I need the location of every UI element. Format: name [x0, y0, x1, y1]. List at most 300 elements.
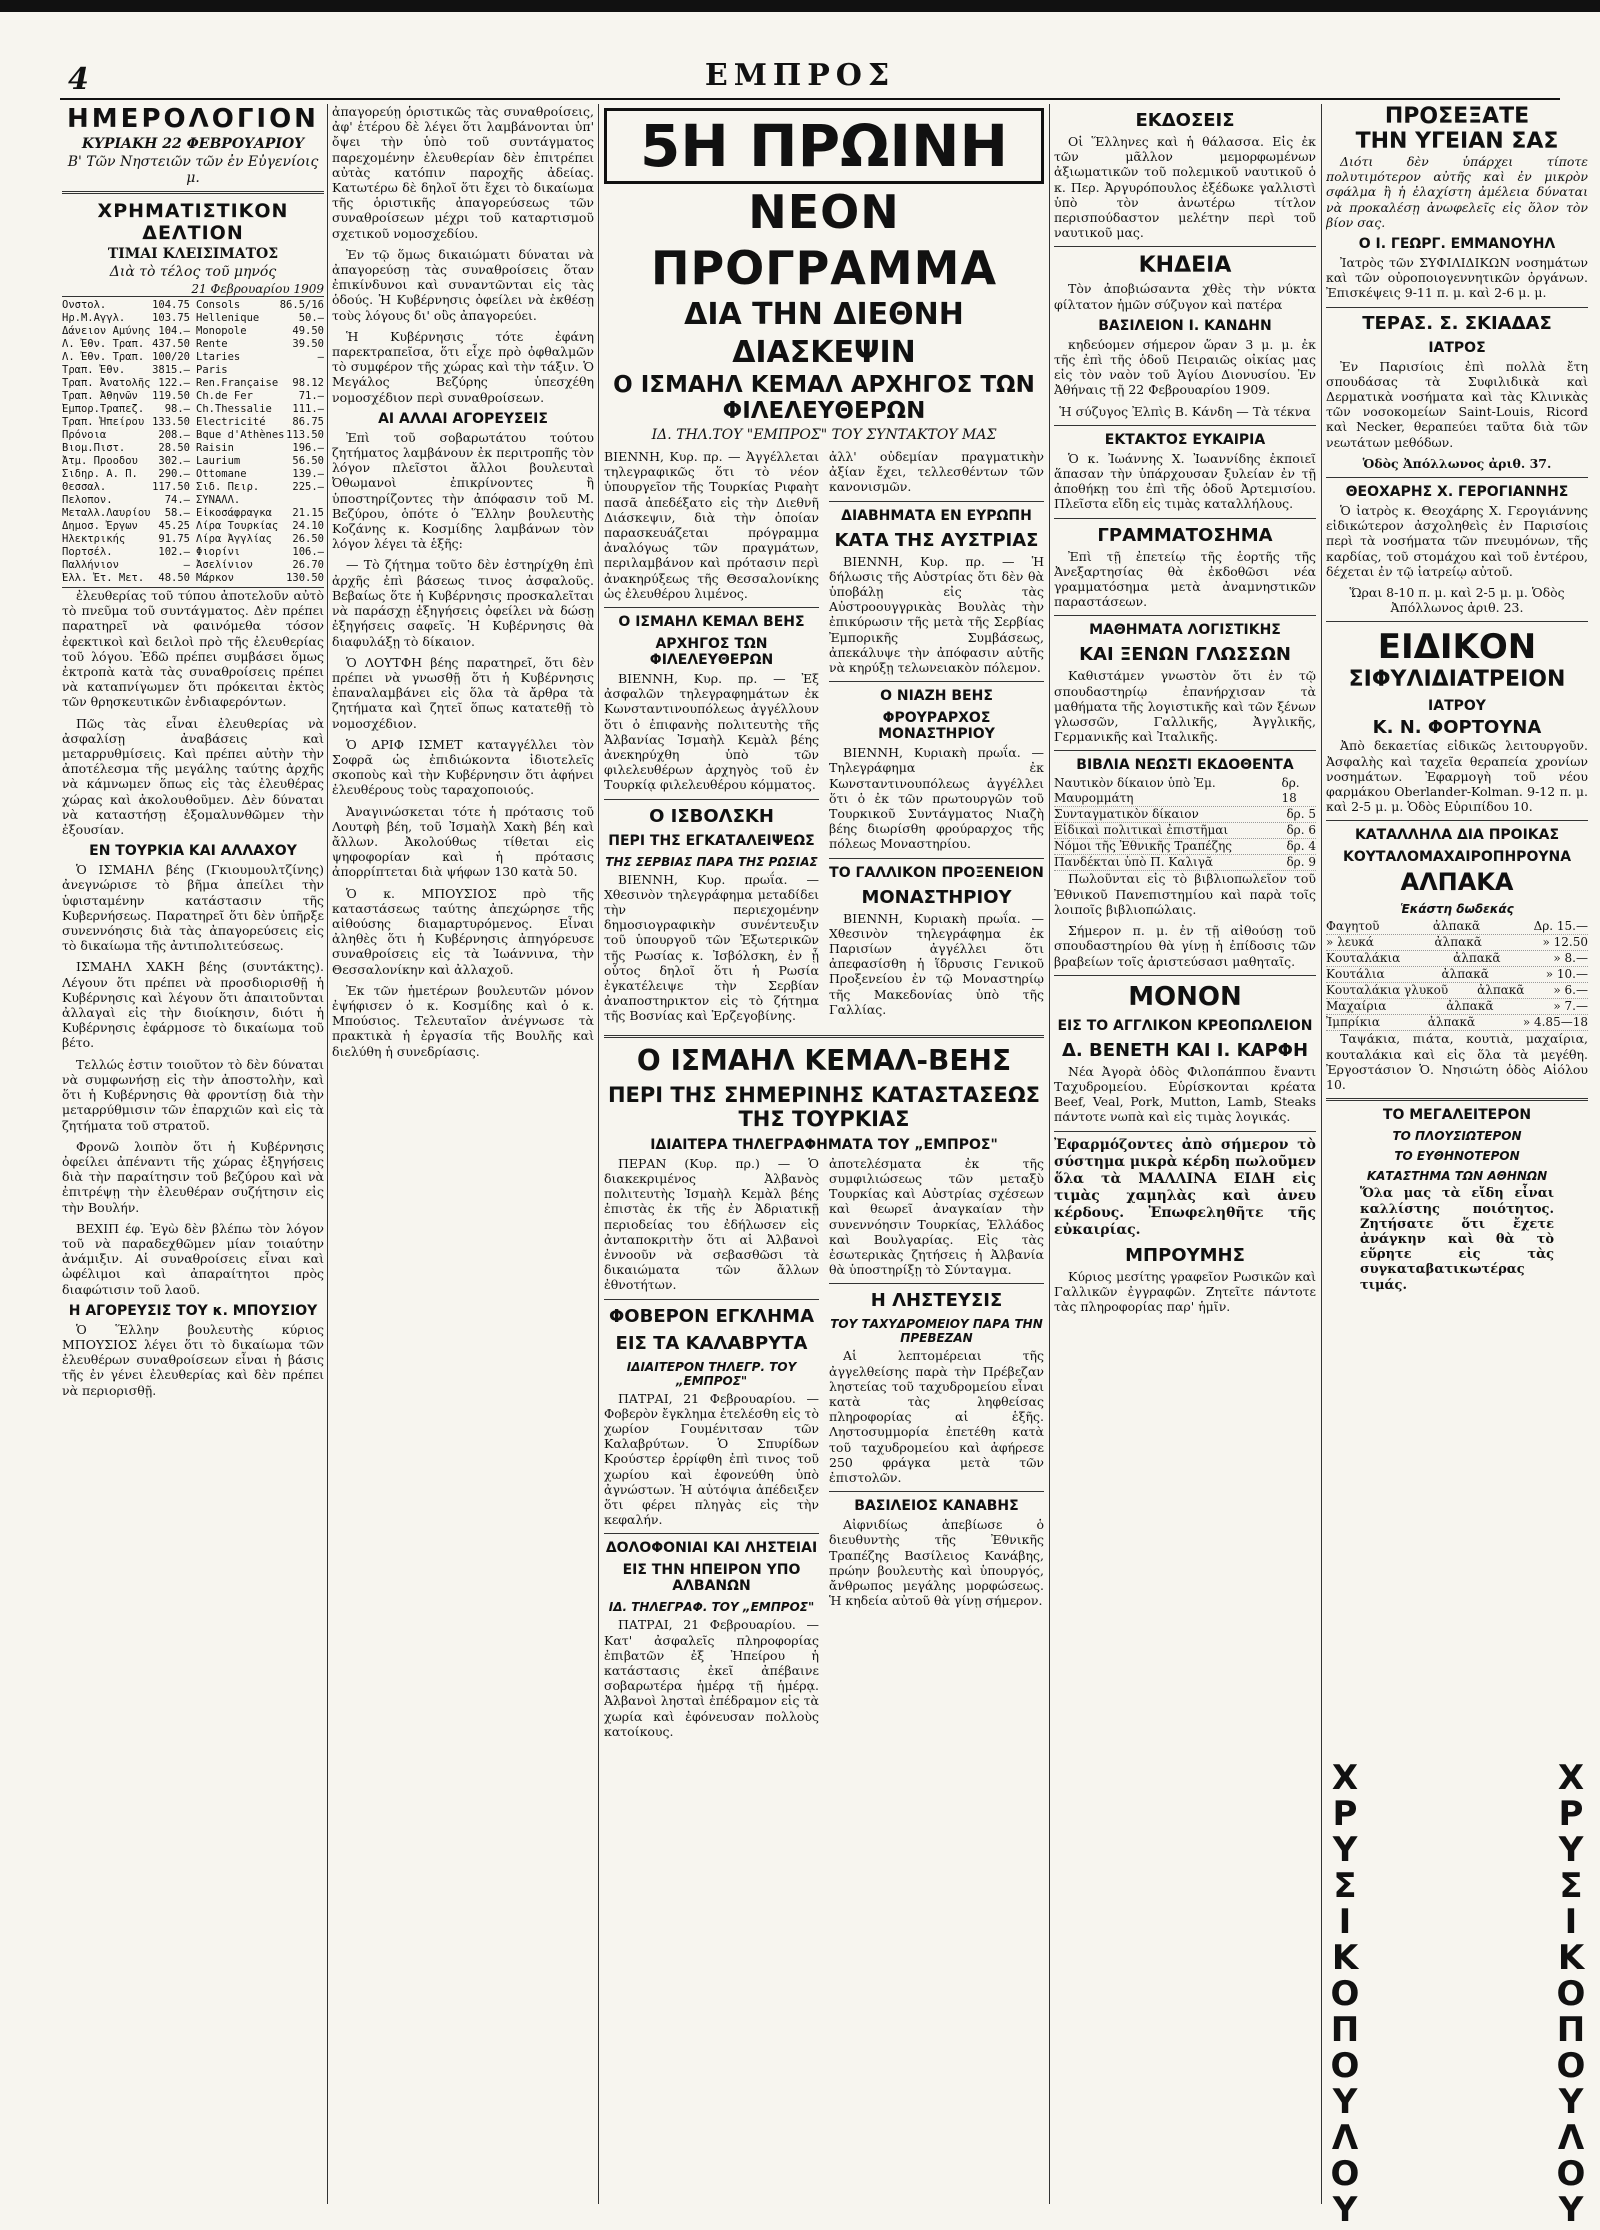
- market-price: 104.—: [158, 325, 190, 337]
- market-price: 21.15: [292, 507, 324, 519]
- article-paragraph: Ὁ ΛΟΥΤΦΗ βέης παρατηρεῖ, ὅτι δὲν πρέπει νὰ γνωσθῇ ὅτι ἡ Κυβέρνησις ἐπαναλαμβάνει εἰς ὅλα τὰ ἄρθρα τὰ ζητήματα καὶ ζητεῖ ὅπως κατατεθῇ τὸ νομοσχέδιον.: [332, 654, 594, 731]
- market-row: [196, 390, 324, 403]
- vertical-letter: Ρ: [1558, 1794, 1584, 1834]
- article-paragraph: ΒΙΕΝΝΗ, Κυρ. πρ. — Ἐξ ἀσφαλῶν τηλεγραφημάτων ἐκ Κωνσταντινουπόλεως ἀγγέλλουν ὅτι ὁ ἐπιφανὴς πολιτευτὴς τῆς Ἀλβανίας Ἰσμαὴλ Κεμὰλ βέης ἀνεκηρύχθη ὑπὸ τῶν φιλελευθέρων ἀρχηγὸς τοῦ ἐν Τουρκίᾳ φιλελευθέρου κόμματος.: [604, 671, 819, 793]
- column-5: [1326, 104, 1588, 2204]
- vertical-letter: Ο: [1556, 1974, 1586, 2014]
- price-row: [1326, 999, 1588, 1015]
- item-price: » 12.50: [1542, 935, 1588, 950]
- market-row: [196, 494, 324, 507]
- market-price: 100/20: [152, 351, 190, 363]
- market-row: [196, 481, 324, 494]
- section-subheading: ΤΟΥ ΤΑΧΥΔΡΟΜΕΙΟΥ ΠΑΡΑ ΤΗΝ ΠΡΕΒΕΖΑΝ: [830, 1317, 1043, 1346]
- vertical-letter: Ο: [1330, 2046, 1360, 2086]
- vertical-letter: Υ: [1558, 2190, 1584, 2230]
- ad-paragraph: Ἀπὸ δεκαετίας εἰδικῶς λειτουργοῦν. Ἀσφαλὴς καὶ ταχεῖα θεραπεία χρονίων νοσημάτων. Ἐφαρμογὴ τοῦ νέου φαρμάκου Oberlander-Kolman. 9-12 π. μ. καὶ 2-5 μ. μ. Ὁδὸς Εὐριπίδου 10.: [1326, 738, 1588, 815]
- market-name: Πορτσέλ.: [62, 546, 113, 558]
- market-name: Φιορίνι: [196, 546, 241, 558]
- subcolumn-right: [829, 1156, 1044, 1745]
- market-price: 71.—: [298, 390, 324, 402]
- divider: [1054, 246, 1316, 247]
- article-paragraph: Οἱ Ἕλληνες καὶ ἡ θάλασσα. Εἰς ἐκ τῶν μᾶλλον μεμορφωμένων ἀξιωματικῶν τοῦ πολεμικοῦ ναυτικοῦ ὁ κ. Περ. Ἀργυρόπουλος ἐξέδωκε γαλλιστὶ ὑπὸ τὸν ἀνωτέρω τίτλον περισπούδαστον μελέτην περὶ τοῦ ναυτικοῦ μας.: [1054, 134, 1316, 241]
- market-name: Ονστολ.: [62, 299, 107, 311]
- book-price: δρ. 6: [1286, 823, 1316, 838]
- market-price: 98.—: [164, 403, 190, 415]
- item-name: Ἰμπρίκια: [1326, 1015, 1381, 1030]
- article-paragraph: Ἐπὶ τῇ ἐπετείῳ τῆς ἑορτῆς τῆς Ἀνεξαρτησίας θὰ ἐκδοθῶσι νέα γραμματόσημα μετὰ ἀναμνηστικῶν παραστάσεων.: [1054, 548, 1316, 610]
- column-divider: [327, 104, 328, 2204]
- ad-heading-large: ΕΙΔΙΚΟΝ: [1377, 627, 1537, 668]
- article-paragraph: ΠΕΡΑΝ (Κυρ. πρ.) — Ὁ διακεκριμένος Ἀλβανὸς πολιτευτὴς Ἰσμαὴλ Κεμὰλ βέης ἐπιστὰς ἐκ τῆς ἐν Ἀδριατικῇ περιοδείας του ἐδήλωσεν εἰς ἀνταποκριτὴν ὅτι αἱ Ἀλβανοὶ ἐννοοῦν νὰ σεβασθῶσι τὰ δικαιώματα τῶν ἄλλων ἐθνοτήτων.: [604, 1155, 819, 1293]
- price-row: [1326, 1015, 1588, 1031]
- section-subheading: ΕΙΣ ΤΑ ΚΑΛΑΒΡΥΤΑ: [615, 1332, 808, 1354]
- article-paragraph: Αἰφνιδίως ἀπεβίωσε ὁ διευθυντὴς τῆς Ἐθνικῆς Τραπέζης Βασίλειος Κανάβης, πρώην βουλευτὴς καὶ ὑπουργός, ἄνθρωπος μεγάλης μορφώσεως. Ἡ κηδεία αὐτοῦ θὰ γίνῃ σήμερον.: [829, 1517, 1044, 1609]
- market-name: Ltaries: [196, 351, 241, 363]
- item-material: ἀλπακᾶ: [1453, 951, 1501, 966]
- article-paragraph: Ἐπὶ τοῦ σοβαρωτάτου τούτου ζητήματος λαμβάνουν ἐκ περιτροπῆς τὸν λόγον πλεῖστοι ἄλλοι βουλευταὶ Ὀθωμανοὶ ἐπικρίνοντες ἢ ὑποστηρίζοντες τὴν ἀπόφασιν τοῦ Μ. Βεζύρου, ὁπότε ὁ Ἕλλην βουλευτὴς Κοζάνης κ. Κοσμίδης λαμβάνων τὸν λόγον λέγει τὰ ἑξῆς:: [332, 429, 594, 552]
- article-paragraph: ΙΣΜΑΗΛ ΧΑΚΗ βέης (συντάκτης). Λέγουν ὅτι πρέπει νὰ προσδιορισθῇ ἡ Κυβέρνησις καὶ λέγουν ὅτι ἀπαιτοῦνται ἀλλαγαὶ εἰς τὴν διοίκησιν, διότι ἡ Κυβέρνησις ἐφάρμοσε τὸ δικαίωμα τοῦ βέτο.: [62, 959, 324, 1051]
- market-price: 119.50: [152, 390, 190, 402]
- market-name: Σιδηρ. Α. Π.: [62, 468, 138, 480]
- article-paragraph: Ἐν τῷ ὅμως δικαιώματι δύναται νὰ ἀπαγορεύσῃ τὰς συναθροίσεις ὅταν ἐπικίνδυνοι καὶ συναντῶνται εἰς τὰς ὁδούς. Ἡ Κυβέρνησις ὀφείλει νὰ ἐκθέσῃ τοὺς λόγους δι' οὓς ἀπαγορεύει.: [332, 246, 594, 323]
- market-name: Τραπ. Ἐθν.: [62, 364, 126, 376]
- section-subheading: ΙΔΙΑΙΤΕΡΟΝ ΤΗΛΕΓΡ. ΤΟΥ „ΕΜΠΡΟΣ": [626, 1359, 797, 1388]
- vertical-letter: Ο: [1330, 2154, 1360, 2194]
- market-price: 86.75: [292, 416, 324, 428]
- market-price: 437.50: [152, 338, 190, 350]
- market-price: 130.50: [286, 572, 324, 584]
- article-paragraph: ΒΙΕΝΝΗ, Κυρ. πρ. — Ἀγγέλλεται τηλεγραφικῶς ὅτι τὸ νέον ὑπουργεῖον τῆς Τουρκίας Ριφαὴτ πασᾶ ἀπεδέξατο εἰς τὴν Διεθνῆ Διάσκεψιν, διὰ τὴν ὁποίαν παρασκευάζεται πρόγραμμα ἀναλόγως τῶν πραγμάτων, περιλαμβάνον καὶ πρότασιν περὶ ἀνακηρύξεως τῆς Θεσσαλονίκης ὡς ἐλευθέρου λιμένος.: [604, 449, 819, 601]
- market-price: 139.—: [292, 468, 324, 480]
- item-name: Κουταλάκια γλυκοῦ: [1326, 983, 1449, 998]
- book-price: δρ. 9: [1286, 855, 1316, 870]
- market-name: Ἀτμ. Προοδου: [62, 455, 138, 467]
- market-row: [62, 351, 190, 364]
- divider: [1326, 621, 1588, 622]
- funeral-name: ΒΑΣΙΛΕΙΟΝ Ι. ΚΑΝΔΗΝ: [1098, 317, 1272, 334]
- market-name: Ἠλεκτρικής: [62, 533, 126, 545]
- divider: [604, 1299, 819, 1300]
- vertical-letter: Υ: [1332, 1830, 1358, 1870]
- ad-subheading: ΤΗΝ ΥΓΕΙΑΝ ΣΑΣ: [1355, 129, 1559, 154]
- ad-subheading: Δ. ΒΕΝΕΤΗ ΚΑΙ Ι. ΚΑΡΦΗ: [1061, 1039, 1309, 1061]
- column-divider: [1049, 104, 1050, 2204]
- market-row: [196, 546, 324, 559]
- article-paragraph: Τὸν ἀποβιώσαντα χθὲς τὴν νύκτα φίλτατον ἡμῶν σύζυγον καὶ πατέρα: [1054, 281, 1316, 312]
- section-heading: ΕΚΔΟΣΕΙΣ: [1135, 110, 1235, 131]
- ad-subheading: ΤΟ ΠΛΟΥΣΙΩΤΕΡΟΝ: [1392, 1129, 1522, 1144]
- ad-subheading: ΙΑΤΡΟΥ: [1428, 698, 1486, 715]
- market-name: Bque d'Athènes: [196, 429, 285, 441]
- item-price: » 10.—: [1545, 967, 1588, 982]
- section-heading: ΓΡΑΜΜΑΤΟΣΗΜΑ: [1097, 524, 1273, 546]
- subcolumns: [604, 1156, 1044, 1745]
- ad-subheading: ΕΙΣ ΤΟ ΑΓΓΛΙΚΟΝ ΚΡΕΟΠΩΛΕΙΟΝ: [1057, 1017, 1313, 1034]
- market-name: Ch.Thessalie: [196, 403, 272, 415]
- column-1: [62, 104, 324, 2204]
- article-paragraph: Φρονῶ λοιπὸν ὅτι ἡ Κυβέρνησις ὀφείλει ἀπέναντι τῆς χώρας ἐξηγήσεις διὰ τὴν παραίτησιν τοῦ βεζύρου καὶ νὰ ἐπιτρέψῃ τὴν ἐλευθέραν συζήτησιν εἰς τὴν Βουλήν.: [62, 1138, 324, 1215]
- market-price: 225.—: [292, 481, 324, 493]
- market-name: ΣΥΝΑΛΛ.: [196, 494, 241, 506]
- article-paragraph: Πωλοῦνται εἰς τὸ βιβλιοπωλεῖον τοῦ Ἐθνικοῦ Πανεπιστημίου καὶ παρὰ τοῖς λοιποῖς βιβλιοπώλαις.: [1054, 871, 1316, 917]
- market-price: 91.75: [158, 533, 190, 545]
- market-price: 117.50: [152, 481, 190, 493]
- price-row: [1326, 967, 1588, 983]
- article-paragraph: ἀλλ' οὐδεμίαν πραγματικὴν ἀξίαν ἔχει, τελλεσθέντων τῶν κανονισμῶν.: [829, 449, 1044, 495]
- article-paragraph: ἀπαγορεύῃ ὁριστικῶς τὰς συναθροίσεις, ἀφ' ἑτέρου δὲ λέγει ὅτι λαμβάνονται ὑπ' ὄψει τὴν ὑπὸ τοῦ συντάγματος παρεχομένην ἐλευθερίαν δὲν ἐπιτρέπει αὐτὰς κατόπιν παροχῆς ἀδείας. Κατωτέρω δὲ δηλοῖ ὅτι ἔχει τὸ δικαίωμα τῆς ὁριστικῆς ἀπαγορεύσεως τῶν συναθροίσεων μέχρι τοῦ καταρτισμοῦ σχετικοῦ νομοσχεδίου.: [332, 104, 594, 241]
- byline: ΙΔ. ΤΗΛ.ΤΟΥ "ΕΜΠΡΟΣ" ΤΟΥ ΣΥΝΤΑΚΤΟΥ ΜΑΣ: [651, 427, 997, 443]
- article-paragraph: — Τὸ ζήτημα τοῦτο δὲν ἐστηρίχθη ἐπὶ ἀρχῆς ἐπὶ βάσεως τινος ἀσφαλοῦς. Βεβαίως ὅτε ἡ Κυβέρνησις προσκαλεῖται νὰ παράσχῃ ἐξηγήσεις ὀφείλει νὰ δώσῃ ἐξηγήσεις σαφεῖς. Ἡ Κυβέρνησις θὰ διαφυλάξῃ τὸ δίκαιον.: [332, 557, 594, 649]
- item-name: Φαγητοῦ: [1326, 919, 1380, 934]
- section-subheading: ΜΟΝΑΣΤΗΡΙΟΥ: [861, 886, 1012, 908]
- market-price: 58.—: [164, 507, 190, 519]
- market-row: [62, 403, 190, 416]
- divider: [62, 191, 324, 194]
- article-paragraph: Ὁ κ. Ἰωάννης Χ. Ἰωαννίδης ἐκποιεῖ ἅπασαν τὴν ὑπάρχουσαν ξυλείαν ἐν τῇ ἀποθήκῃ του ἐπὶ τῆς ὁδοῦ Ἀρτεμισίου. Πλεῖστα εἴδη εἰς τιμὰς καταλλήλους.: [1054, 450, 1316, 512]
- book-price: δρ. 18: [1281, 776, 1300, 806]
- column-divider: [1321, 104, 1322, 2204]
- market-name: Δάνειον Αμύνης: [62, 325, 151, 337]
- divider: [1054, 750, 1316, 751]
- market-name: Δημοσ. Ἐργων: [62, 520, 138, 532]
- item-material: ἀλπακᾶ: [1477, 983, 1525, 998]
- ad-heading: ΜΠΡΟΥΜΗΣ: [1125, 1244, 1245, 1266]
- vertical-letter: Λ: [1557, 2118, 1585, 2158]
- ad-paragraph: Ἐν Παρισίοις ἐπὶ πολλὰ ἔτη σπουδάσας τὰ Συφιλιδικὰ καὶ Δερματικὰ νοσήματα καὶ τὰς Κλινικὰς τῶν νοσοκομείων Saint-Louis, Ricord καὶ Necker, θεραπεύει ταῦτα διὰ τῶν νεωτάτων μεθόδων.: [1326, 358, 1588, 450]
- market-price: 103.75: [152, 312, 190, 324]
- ad-paragraph: Ὁ ἰατρὸς κ. Θεοχάρης Χ. Γερογιάννης εἰδικώτερον ἀσχοληθεὶς ἐν Παρισίοις περὶ τὰ νοσήματα τῶν πνευμόνων, τῆς καρδίας, τοῦ στομάχου καὶ τοῦ ἐντέρου, δέχεται ἐν τῷ ἰατρείῳ αὐτοῦ.: [1326, 503, 1588, 579]
- market-row: [196, 416, 324, 429]
- item-material: ἀλπακᾶ: [1446, 999, 1494, 1014]
- vertical-letter: Ι: [1564, 1902, 1578, 1942]
- price-row: [1326, 935, 1588, 951]
- market-row: [196, 455, 324, 468]
- market-price: 196.—: [292, 442, 324, 454]
- divider: [1054, 615, 1316, 616]
- market-row: [62, 299, 190, 312]
- vertical-letter: Υ: [1332, 2082, 1358, 2122]
- book-row: [1054, 839, 1316, 855]
- article-paragraph: ΒΙΕΝΝΗ, Κυριακὴ πρωΐα. — Τηλεγράφημα ἐκ Κωνσταντινουπόλεως ἀγγέλλει ὅτι ὁ ἐκ τῶν πρωτουργῶν τοῦ Τουρκικοῦ Συντάγματος Νιαζὴ βέης διωρίσθη φρούραρχος τῆς πόλεως Μοναστηρίου.: [829, 745, 1044, 852]
- market-name: Monopole: [196, 325, 247, 337]
- doctor-name: Κ. Ν. ΦΟΡΤΟΥΝΑ: [1372, 717, 1542, 739]
- market-row: [196, 442, 324, 455]
- page-number: 4: [68, 62, 89, 97]
- market-price: 28.50: [158, 442, 190, 454]
- item-material: ἀλπακᾶ: [1434, 935, 1482, 950]
- market-name: Λίρα Τουρκίας: [196, 520, 279, 532]
- book-row: [1054, 776, 1316, 807]
- book-title: Εἰδικαὶ πολιτικαὶ ἐπιστῆμαι: [1054, 823, 1229, 838]
- section-subheading: ΚΑΤΑ ΤΗΣ ΑΥΣΤΡΙΑΣ: [834, 529, 1039, 551]
- item-material: ἀλπακᾶ: [1441, 967, 1489, 982]
- article-paragraph: ΒΙΕΝΝΗ, Κυριακὴ πρωΐα. — Χθεσινὸν τηλεγράφημα ἐκ Παρισίων ἀγγέλλει ὅτι ἀπεφασίσθη ἡ ἵδρυσις Γενικοῦ Προξενείου ἐν τῷ Μοναστηρίῳ τῆς Μακεδονίας ὑπὸ τῆς Γαλλίας.: [829, 910, 1044, 1017]
- vertical-letter: Υ: [1558, 2082, 1584, 2122]
- vertical-letter: Π: [1556, 2010, 1586, 2050]
- article-paragraph: Ἐκ τῶν ἡμετέρων βουλευτῶν μόνον ἐψήφισεν ὁ κ. Κοσμίδης καὶ ὁ κ. Μπούσιος. Τελευταῖον ἀνέγνωσε τὰ πρακτικὰ ἡ ἐργασία τῆς Βουλῆς καὶ διελύθη ἡ συνεδρίασις.: [332, 982, 594, 1059]
- market-price: 48.50: [158, 572, 190, 584]
- column-4: [1054, 104, 1316, 2204]
- market-price: 208.—: [158, 429, 190, 441]
- market-row: [196, 429, 324, 442]
- market-row: [196, 520, 324, 533]
- market-row: [196, 351, 324, 364]
- masthead-rule: [60, 98, 1560, 100]
- market-name: Βιομ.Πιστ.: [62, 442, 126, 454]
- vertical-letter: Κ: [1331, 1938, 1359, 1978]
- item-price: » 8.—: [1553, 951, 1588, 966]
- market-name: Ηρ.Μ.Αγγλ.: [62, 312, 126, 324]
- item-price: » 4.85—18: [1522, 1015, 1588, 1030]
- market-price: 111.—: [292, 403, 324, 415]
- calendar-saint: Β' Τῶν Νηστειῶν τῶν ἐν Εὐγενίοις μ.: [67, 154, 319, 186]
- section-subheading: ΙΔ. ΤΗΛΕΓΡΑΦ. ΤΟΥ „ΕΜΠΡΟΣ": [608, 1600, 815, 1615]
- vertical-letter: Σ: [1559, 1866, 1583, 1906]
- chief-headline: Ο ΙΣΜΑΗΛ ΚΕΜΑΛ ΑΡΧΗΓΟΣ ΤΩΝ ΦΙΛΕΛΕΥΘΕΡΩΝ: [613, 372, 1035, 424]
- ad-paragraph: Ἐφαρμόζοντες ἀπὸ σήμερον τὸ σύστημα μικρὰ κέρδη πωλοῦμεν ὅλα τὰ ΜΑΛΛΙΝΑ ΕΙΔΗ εἰς τιμὰς χαμηλὰς καὶ ἀνευ κέρδους. Ἐπωφεληθῆτε τῆς εὐκαιρίας.: [1054, 1136, 1316, 1238]
- market-name: Consols: [196, 299, 241, 311]
- vertical-letter: Ο: [1556, 2046, 1586, 2086]
- book-title: Ναυτικὸν δίκαιον ὑπὸ Ἐμ. Μαυρομμάτη: [1054, 776, 1216, 806]
- article-paragraph: ἐλευθερίας τοῦ τύπου ἀποτελοῦν αὐτὸ τὸ πνεῦμα τοῦ συντάγματος. Δὲν πρέπει παρατηρεῖ νὰ φαινόμεθα τόσον ἐφεκτικοὶ καὶ δειλοὶ πρὸ τῆς ἐλευθερίας τοῦ λόγου. Ἐδῶ πρέπει συμβάσει ὅμως ἐκτροπὰ κατὰ τὰς συναθροίσεις πρέπει νὰ καταπνίγωμεν ὅτι πρόκειται ἐκτὸς τῶν θρησκευτικῶν ἐνδιαφερόντων.: [62, 588, 324, 710]
- calendar-title: ΗΜΕΡΟΛΟΓΙΟΝ: [67, 104, 319, 134]
- financial-bulletin-title: ΧΡΗΜΑΤΙΣΤΙΚΟΝ ΔΕΛΤΙΟΝ: [97, 200, 289, 244]
- item-material: ἀλπακᾶ: [1432, 919, 1481, 934]
- market-row: [62, 325, 190, 338]
- market-price: 74.—: [164, 494, 190, 506]
- market-name: Πρόνοια: [62, 429, 107, 441]
- section-heading: ΕΝ ΤΟΥΡΚΙΑ ΚΑΙ ΑΛΛΑΧΟΥ: [89, 843, 297, 860]
- market-name: Ἐμπορ.Τραπεζ.: [62, 403, 145, 415]
- market-price: 133.50: [152, 416, 190, 428]
- market-row: [196, 507, 324, 520]
- divider: [829, 1283, 1044, 1284]
- item-price: Δρ. 15.—: [1533, 919, 1588, 934]
- market-price: 50.—: [298, 312, 324, 324]
- item-name: Κουτάλια: [1326, 967, 1385, 982]
- divider: [1054, 1131, 1316, 1132]
- market-row: [62, 533, 190, 546]
- vertical-letter: Υ: [1558, 1830, 1584, 1870]
- article-paragraph: Ὁ Ἕλλην βουλευτὴς κύριος ΜΠΟΥΣΙΟΣ λέγει ὅτι τὸ δικαίωμα τῶν ἐλευθέρων συναθροίσεων εἶναι ἡ βάσις τῆς ἐν γένει ἐλευθερίας καὶ δὲν πρέπει νὰ περιορισθῇ.: [62, 1321, 324, 1398]
- market-price: 45.25: [158, 520, 190, 532]
- jewelry-ad: [1360, 1107, 1554, 1292]
- doctor-name: ΤΕΡΑΣ. Σ. ΣΚΙΑΔΑΣ: [1362, 312, 1552, 334]
- market-name: Laurium: [196, 455, 241, 467]
- divider: [1326, 820, 1588, 821]
- ad-address: Ὥραι 8-10 π. μ. καὶ 2-5 μ. μ. Ὁδὸς Ἀπόλλωνος ἀριθ. 23.: [1349, 585, 1565, 616]
- market-name: Μάρκον: [196, 572, 234, 584]
- funeral-heading: ΚΗΔΕΙΑ: [1138, 253, 1232, 279]
- ad-heading: ΠΡΟΣΕΞΑΤΕ: [1384, 104, 1530, 129]
- market-name: Σιδ. Πειρ.: [196, 481, 260, 493]
- section-subheading: ΑΡΧΗΓΟΣ ΤΩΝ ΦΙΛΕΛΕΥΘΕΡΩΝ: [649, 636, 774, 669]
- vertical-letter: Ρ: [1332, 1794, 1358, 1834]
- masthead: ΕΜΠΡΟΣ: [704, 58, 896, 93]
- vertical-letter: Υ: [1332, 2190, 1358, 2230]
- market-name: Ren.Française: [196, 377, 279, 389]
- market-row: [62, 429, 190, 442]
- vertical-ad-text-right: [1556, 1760, 1586, 2228]
- article-paragraph: Κύριος μεσίτης γραφεῖον Ρωσικῶν καὶ Γαλλικῶν ἐγγραφῶν. Ζητεῖτε πάντοτε τὰς πληροφορίας παρ' ἡμῖν.: [1054, 1268, 1316, 1314]
- section-subheading: ΙΔΙΑΙΤΕΡΑ ΤΗΛΕΓΡΑΦΗΜΑΤΑ ΤΟΥ „ΕΜΠΡΟΣ": [650, 1136, 998, 1153]
- item-price: » 7.—: [1553, 999, 1588, 1014]
- article-paragraph: ΠΑΤΡΑΙ, 21 Φεβρουαρίου. — Φοβερὸν ἔγκλημα ἐτελέσθη εἰς τὸ χωρίον Γουμένιτσαν τῶν Καλαβρύτων. Ὁ Σπυρίδων Κρούστερ ἐρρίφθη ἐπὶ τινος τοῦ χωρίου καὶ ἐφονεύθη ὑπὸ ἀγνώστων. Ἡ αὐτόψια ἀπέδειξεν ὅτι φέρει πληγὰς εἰς τὴν κεφαλήν.: [604, 1390, 819, 1528]
- market-row: [196, 403, 324, 416]
- section-subheading: ΚΑΙ ΞΕΝΩΝ ΓΛΩΣΣΩΝ: [1079, 644, 1291, 666]
- market-row: [196, 468, 324, 481]
- market-row: [196, 559, 324, 572]
- market-row: [62, 390, 190, 403]
- market-row: [62, 442, 190, 455]
- market-name: Τραπ. Ἀθηνῶν: [62, 390, 138, 402]
- vertical-letter: Ο: [1556, 2154, 1586, 2194]
- market-price: 98.12: [292, 377, 324, 389]
- market-name: Ch.de Fer: [196, 390, 253, 402]
- book-row: [1054, 823, 1316, 839]
- ad-subheading: ΣΙΦΥΛΙΔΙΑΤΡΕΙΟΝ: [1348, 667, 1566, 693]
- market-row: [62, 377, 190, 390]
- market-row: [196, 299, 324, 312]
- market-price: 26.70: [292, 559, 324, 571]
- market-name: Electricité: [196, 416, 266, 428]
- ad-subheading: Ἑκάστη δωδεκάς: [1400, 902, 1514, 917]
- divider: [604, 607, 819, 608]
- price-list: [1326, 919, 1588, 1031]
- item-name: Μαχαίρια: [1326, 999, 1387, 1014]
- market-name: Ἑλλ. Ἐτ. Μετ.: [62, 572, 145, 584]
- book-title: Συνταγματικὸν δίκαιον: [1054, 807, 1199, 822]
- section-heading: Ο ΝΙΑΖΗ ΒΕΗΣ: [880, 688, 993, 705]
- market-name: Raisin: [196, 442, 234, 454]
- vertical-letter: Σ: [1333, 1866, 1357, 1906]
- vertical-ad-text-left: [1330, 1760, 1360, 2228]
- section-heading: ΑΙ ΑΛΛΑΙ ΑΓΟΡΕΥΣΕΙΣ: [378, 410, 548, 427]
- market-name: Λ. Ἐθν. Τραπ.: [62, 338, 145, 350]
- item-price: » 6.—: [1553, 983, 1588, 998]
- ad-paragraph: Διότι δὲν ὑπάρχει τίποτε πολυτιμότερον αὐτῆς καὶ ἐν μικρὸν σφάλμα ἢ ἡ ἐλαχίστη ἀμέλεια δύναται νὰ προκαλέσῃ ἀνωφελεῖς εἰς ὅλον τὸν βίον σας.: [1326, 154, 1588, 230]
- ad-subheading: ΤΟ ΕΥΘΗΝΟΤΕΡΟΝ: [1394, 1149, 1520, 1164]
- vertical-letter: Λ: [1331, 2118, 1359, 2158]
- section-subheading: ΤΗΣ ΣΕΡΒΙΑΣ ΠΑΡΑ ΤΗΣ ΡΩΣΙΑΣ: [605, 854, 818, 869]
- funeral-signature: Ἡ σύζυγος Ἐλπὶς Β. Κάνδη — Τὰ τέκνα: [1059, 403, 1311, 419]
- divider: [1054, 975, 1316, 976]
- market-name: Εἰκοσάφραγκα: [196, 507, 272, 519]
- market-row: [196, 364, 324, 377]
- divider: [1326, 477, 1588, 478]
- item-material: ἀλπακᾶ: [1427, 1015, 1476, 1030]
- divider: [829, 681, 1044, 682]
- article-paragraph: ΠΑΤΡΑΙ, 21 Φεβρουαρίου. — Κατ' ἀσφαλεῖς πληροφορίας ἐπιβατῶν ἐξ Ἠπείρου ἡ κατάστασις ἐκεῖ ἀπέβαινε σοβαρωτέρα ἡμέρᾳ τῇ ἡμέρᾳ. Ἀλβανοὶ λησταὶ ἐπέδραμον εἰς τὰ χωρία καὶ ἐφόνευσαν πολλοὺς κατοίκους.: [604, 1617, 819, 1739]
- market-row: [196, 325, 324, 338]
- section-heading: Ο ΙΣΜΑΗΛ ΚΕΜΑΛ ΒΕΗΣ: [618, 614, 805, 631]
- price-row: [1326, 983, 1588, 999]
- vertical-letter: Ι: [1338, 1902, 1352, 1942]
- article-paragraph: Καθιστάμεν γνωστὸν ὅτι ἐν τῷ σπουδαστηρίῳ ἐπανήρχισαν τὰ μαθήματα τῆς λογιστικῆς καὶ τῶν ξένων γλωσσῶν, Γαλλικῆς, Ἀγγλικῆς, Γερμανικῆς καὶ Ἰταλικῆς.: [1054, 668, 1316, 745]
- market-row: [62, 572, 190, 585]
- closing-prices-title: ΤΙΜΑΙ ΚΛΕΙΣΙΜΑΤΟΣ: [107, 246, 279, 262]
- market-price: —: [183, 559, 190, 571]
- section-heading: ΕΚΤΑΚΤΟΣ ΕΥΚΑΙΡΙΑ: [1104, 431, 1266, 448]
- market-row: [62, 481, 190, 494]
- market-row: [62, 338, 190, 351]
- doctor-title: ΙΑΤΡΟΣ: [1428, 339, 1486, 356]
- price-row: [1326, 919, 1588, 935]
- edition-headline: 5Η ΠΡΩΙΝΗ: [604, 108, 1044, 184]
- doctor-name: Ο Ι. ΓΕΩΡΓ. ΕΜΜΑΝΟΥΗΛ: [1358, 236, 1556, 253]
- market-row: [62, 507, 190, 520]
- article-paragraph: Ὁ ΑΡΙΦ ΙΣΜΕΤ καταγγέλλει τὸν Σοφρᾶ ὡς ἐπιδιώκοντα ἰδιοτελεῖς σκοποὺς καὶ τὴν Κυβέρνησιν ὅτι ἀφήνει ἐλευθέρους τοὺς ταραχοποιούς.: [332, 736, 594, 798]
- doctor-name: ΘΕΟΧΑΡΗΣ Χ. ΓΕΡΟΓΙΑΝΝΗΣ: [1345, 484, 1569, 501]
- market-row: [62, 312, 190, 325]
- article-paragraph: ἀποτελέσματα ἐκ τῆς συμφιλιώσεως τῶν μεταξὺ Τουρκίας καὶ Αὐστρίας σχέσεων καὶ θεωρεῖ ἀναγκαίαν τὴν συνεννόησιν Τουρκίας, Ἑλλάδος καὶ Βουλγαρίας. Εἰς τὰς ἐσωτερικὰς ζητήσεις ἡ Ἀλβανία θὰ ὑποστηρίξῃ τὸ Σύνταγμα.: [829, 1155, 1044, 1278]
- subcolumn-left: [604, 449, 819, 1030]
- book-price: δρ. 5: [1286, 807, 1316, 822]
- book-list: [1054, 776, 1316, 871]
- market-price: —: [317, 351, 324, 363]
- market-name: Ἀσελίνιον: [196, 559, 253, 571]
- market-row: [196, 312, 324, 325]
- section-heading: ΒΙΒΛΙΑ ΝΕΩΣΤΙ ΕΚΔΟΘΕΝΤΑ: [1076, 757, 1294, 774]
- market-name: Λίρα Ἀγγλίας: [196, 533, 272, 545]
- section-subheading: ΕΙΣ ΤΗΝ ΗΠΕΙΡΟΝ ΥΠΟ ΑΛΒΑΝΩΝ: [622, 1562, 801, 1595]
- article-paragraph: ΒΕΧΙΠ έφ. Ἐγὼ δὲν βλέπω τὸν λόγον τοῦ νὰ παραδεχθῶμεν μίαν τοιαύτην ἀνάμιξιν. Αἱ συναθροίσεις εἶναι καὶ ὠφέλιμοι καὶ ἀπαραίτητοι πρὸς διαφώτισιν τοῦ λαοῦ.: [62, 1220, 324, 1297]
- market-row: [62, 468, 190, 481]
- market-price: 122.—: [158, 377, 190, 389]
- market-price: 49.50: [292, 325, 324, 337]
- column-3: [604, 104, 1044, 2204]
- book-row: [1054, 855, 1316, 871]
- market-name: Rente: [196, 338, 228, 350]
- market-price: 290.—: [158, 468, 190, 480]
- market-price: 104.75: [152, 299, 190, 311]
- book-title: Πανδέκται ὑπὸ Π. Καλιγᾶ: [1054, 855, 1214, 870]
- market-name: Μεταλλ.Λαυρίου: [62, 507, 151, 519]
- divider: [1326, 307, 1588, 308]
- section-heading: ΔΙΑΒΗΜΑΤΑ ΕΝ ΕΥΡΩΠΗ: [841, 507, 1032, 524]
- article-paragraph: Ὁ ΙΣΜΑΗΛ βέης (Γκιουμουλτζίνης) ἀνεγνώρισε τὸ βῆμα ἀπείλει τὴν ὑφισταμένην κατάστασιν τῆς Κυβερνήσεως. Παρατηρεῖ ὅτι δὲν ὑπῆρξε συνεννόησις διὰ τὰς ἀπαγορεύσεις εἰς τὸ δικαίωμα τῆς ἀντιπολιτεύσεως.: [62, 862, 324, 954]
- article-paragraph: Ἀναγινώσκεται τότε ἡ πρότασις τοῦ Λουτφὴ βέη, τοῦ Ἰσμαὴλ Χακὴ βέη καὶ ἄλλων. Ἀκολούθως τίθεται εἰς ψηφοφορίαν καὶ ἡ πρότασις ἀπορρίπτεται διὰ ψήφων 130 κατὰ 50.: [332, 803, 594, 880]
- subcolumn-right: [829, 449, 1044, 1030]
- vertical-letter: Κ: [1557, 1938, 1585, 1978]
- divider: [829, 858, 1044, 859]
- market-row: [196, 533, 324, 546]
- article-paragraph: κηδεύομεν σήμερον ὥραν 3 μ. μ. ἐκ τῆς ἐπὶ τῆς ὁδοῦ Πειραιῶς οἰκίας μας εἰς τὸν ναὸν τοῦ Ἁγίου Διονυσίου. Ἐν Ἀθήναις τῇ 22 Φεβρουαρίου 1909.: [1054, 336, 1316, 398]
- market-table: [62, 296, 324, 588]
- divider: [604, 799, 819, 800]
- market-price: 102.—: [158, 546, 190, 558]
- ad-paragraph: Ἰατρὸς τῶν ΣΥΦΙΛΙΔΙΚΩΝ νοσημάτων καὶ τῶν οὐροποιογεννητικῶν ὀργάνων. Ἐπισκέψεις 9-11 π. μ. καὶ 2-6 μ. μ.: [1326, 255, 1588, 301]
- section-heading: ΔΟΛΟΦΟΝΙΑΙ ΚΑΙ ΛΗΣΤΕΙΑΙ: [605, 1540, 818, 1557]
- book-row: [1054, 807, 1316, 823]
- market-row: [62, 494, 190, 507]
- column-divider: [598, 104, 599, 2204]
- ad-subheading: ΚΟΥΤΑΛΟΜΑΧΑΙΡΟΠΗΡΟΥΝΑ: [1342, 849, 1572, 866]
- market-price: 56.50: [292, 455, 324, 467]
- market-name: Hellenique: [196, 312, 260, 324]
- financial-date: 21 Φεβρουαρίου 1909: [191, 282, 324, 296]
- divider: [1054, 425, 1316, 426]
- divider: [1326, 1098, 1588, 1101]
- article-paragraph: ΒΙΕΝΝΗ, Κυρ. πρωΐα. — Χθεσινὸν τηλεγράφημα μεταδίδει τὴν περιεχομένην δημοσιογραφικὴν συνέντευξιν τοῦ ὑπουργοῦ τῶν Ἐξωτερικῶν τῆς Ρωσίας κ. Ἰσβόλσκη, ἐν ᾗ οὗτος δηλοῖ ὅτι ἡ Ρωσία ἐγκατέλειψε τὴν Σερβίαν ἀναποστηρικτον εἰς τὸ ζήτημα τῆς Βοσνίας καὶ Ἑρζεγοβίνης.: [604, 871, 819, 1024]
- divider: [829, 1491, 1044, 1492]
- article-paragraph: Σήμερον π. μ. ἐν τῇ αἰθούσῃ τοῦ σπουδαστηρίου θὰ γίνῃ ἡ ἐπίδοσις τῶν βραβείων τοῖς ἀριστεύσασι μαθηταῖς.: [1054, 923, 1316, 969]
- ad-heading: ΚΑΤΑΛΛΗΛΑ ΔΙΑ ΠΡΟΙΚΑΣ: [1354, 827, 1560, 844]
- market-price: 86.5/16: [279, 299, 324, 311]
- section-heading: ΜΑΘΗΜΑΤΑ ΛΟΓΙΣΤΙΚΗΣ: [1089, 622, 1281, 639]
- ad-paragraph: Ὅλα μας τὰ εἴδη εἶναι καλλίστης ποιότητος. Ζητήσατε ὅτι ἔχετε ἀνάγκην καὶ θὰ τὸ εὕρητε εἰς τὰς συγκαταβατικωτέρας τιμάς.: [1360, 1186, 1554, 1293]
- market-price: 39.50: [292, 338, 324, 350]
